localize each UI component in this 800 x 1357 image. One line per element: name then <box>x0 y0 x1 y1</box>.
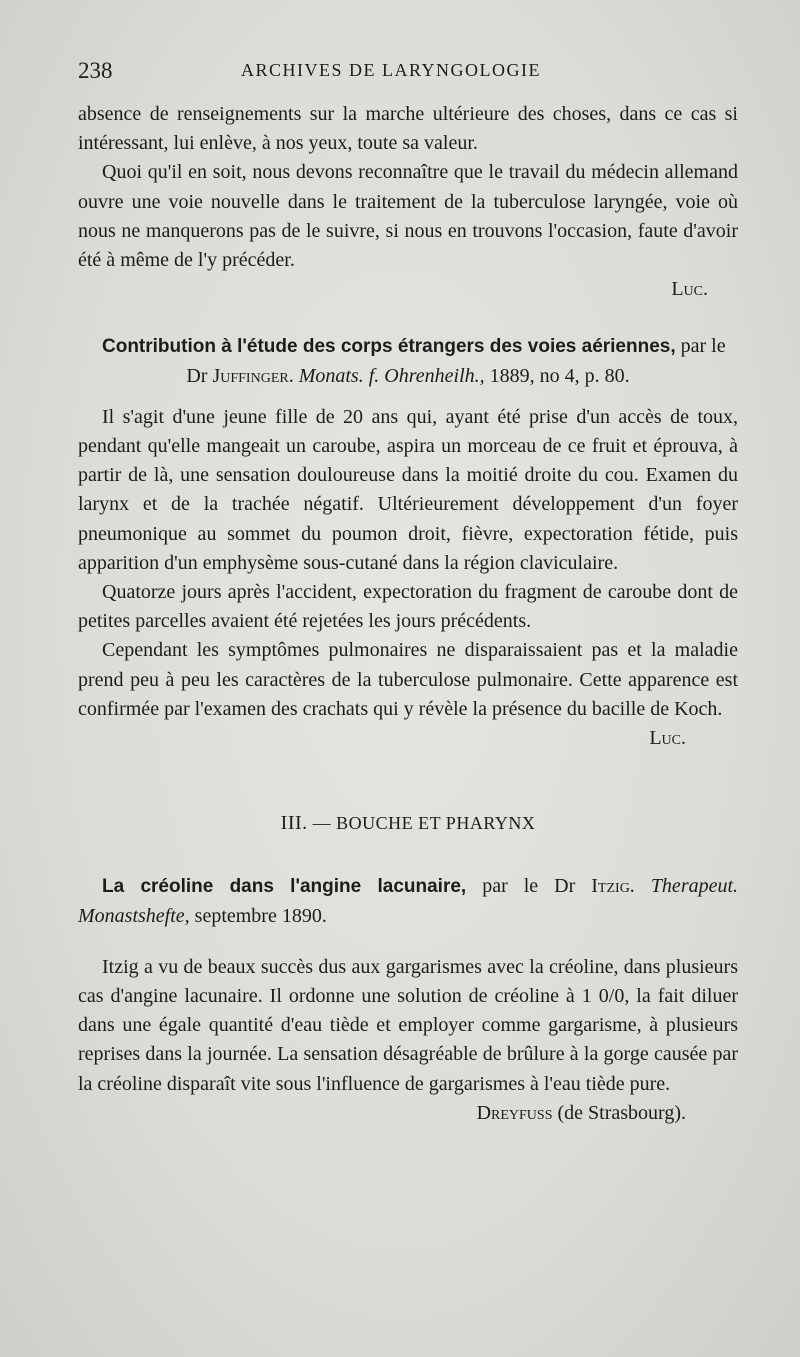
signature-luc-1: Luc. <box>671 278 708 301</box>
article-1-heading <box>78 332 738 361</box>
section-numeral: III. <box>280 812 308 835</box>
article-1-ref: 1889, no 4, p. 80. <box>489 364 630 387</box>
article-1-journal: Monats. f. Ohrenheilh., <box>298 364 485 387</box>
page-number: 238 <box>78 58 113 83</box>
section-dash: — <box>312 813 332 834</box>
article-2-dr: Dr <box>554 875 576 898</box>
signature-dreyfuss <box>78 1099 686 1128</box>
section-heading <box>78 809 738 838</box>
article-1-citation <box>78 362 738 391</box>
article-2-heading <box>78 872 738 930</box>
article-1-title: Contribution à l'étude des corps étrangers des voies aériennes, <box>102 336 676 358</box>
intro-paragraph-2: Quoi qu'il en soit, nous devons reconnaître que le travail du médecin allemand ouvre une voie nouvelle dans le traitement de la tuberculose laryngée, voie où nous ne manquerons pas de le suivre, si nous en trouvons l'occasion, faute d'avoir été à même de l'y précéder. <box>78 161 738 272</box>
section-title: BOUCHE ET PHARYNX <box>336 813 536 834</box>
article-2-author: Itzig. <box>591 875 635 898</box>
intro-paragraph-1: absence de renseignements sur la marche ultérieure des choses, dans ce cas si intéressant, lui enlève, à nos yeux, toute sa valeur. <box>78 103 738 155</box>
running-title: ARCHIVES DE LARYNGOLOGIE <box>241 60 541 80</box>
article-1-paragraph-2: Quatorze jours après l'accident, expectoration du fragment de caroube dont de petites parcelles avaient été rejetées les jours précédents. <box>78 581 738 633</box>
article-1-paragraph-3: Cependant les symptômes pulmonaires ne disparaissaient pas et la maladie prend peu à peu les caractères de la tuberculose pulmonaire. Cette apparence est confirmée par l'examen des crachats qui y révèle la présence du bacille de Koch. <box>78 639 738 720</box>
article-2-journal: Therapeut. Monastshefte, <box>78 875 739 927</box>
signature-place: (de Strasbourg). <box>557 1101 686 1124</box>
signature-luc-2: Luc. <box>649 727 686 750</box>
signature-name: Dreyfuss <box>476 1101 553 1124</box>
page-body <box>78 100 738 1128</box>
article-1-dr: Dr <box>186 364 208 387</box>
article-2-par: par le <box>482 875 539 898</box>
article-1-author: Juffinger. <box>212 364 294 387</box>
article-2-title: La créoline dans l'angine lacunaire, <box>102 876 467 898</box>
article-2-paragraph: Itzig a vu de beaux succès dus aux gargarismes avec la créoline, dans plusieurs cas d'angine lacunaire. Il ordonne une solution de créoline à 1 0/0, la fait diluer dans une égale quantité d'eau tiède et employer comme gargarisme, à plusieurs reprises dans la journée. La sensation désagréable de brûlure à la gorge causée par la créoline disparaît vite sous l'influence de gargarismes à l'eau tiède pure. <box>78 955 738 1095</box>
article-1-paragraph-1: Il s'agit d'une jeune fille de 20 ans qui, ayant été prise d'un accès de toux, pendant qu'elle mangeait un caroube, aspira un morceau de ce fruit et éprouva, à partir de là, une sensation douloureuse dans la moitié droite du cou. Examen du larynx et de la trachée négatif. Ultérieurement développement d'un foyer pneumonique au sommet du poumon droit, fièvre, expectoration fétide, puis apparition d'un emphysème sous-cutané dans la région claviculaire. <box>78 405 738 574</box>
article-2-ref: septembre 1890. <box>194 904 327 927</box>
article-1-par: par le <box>680 335 726 358</box>
page-header <box>78 58 738 88</box>
